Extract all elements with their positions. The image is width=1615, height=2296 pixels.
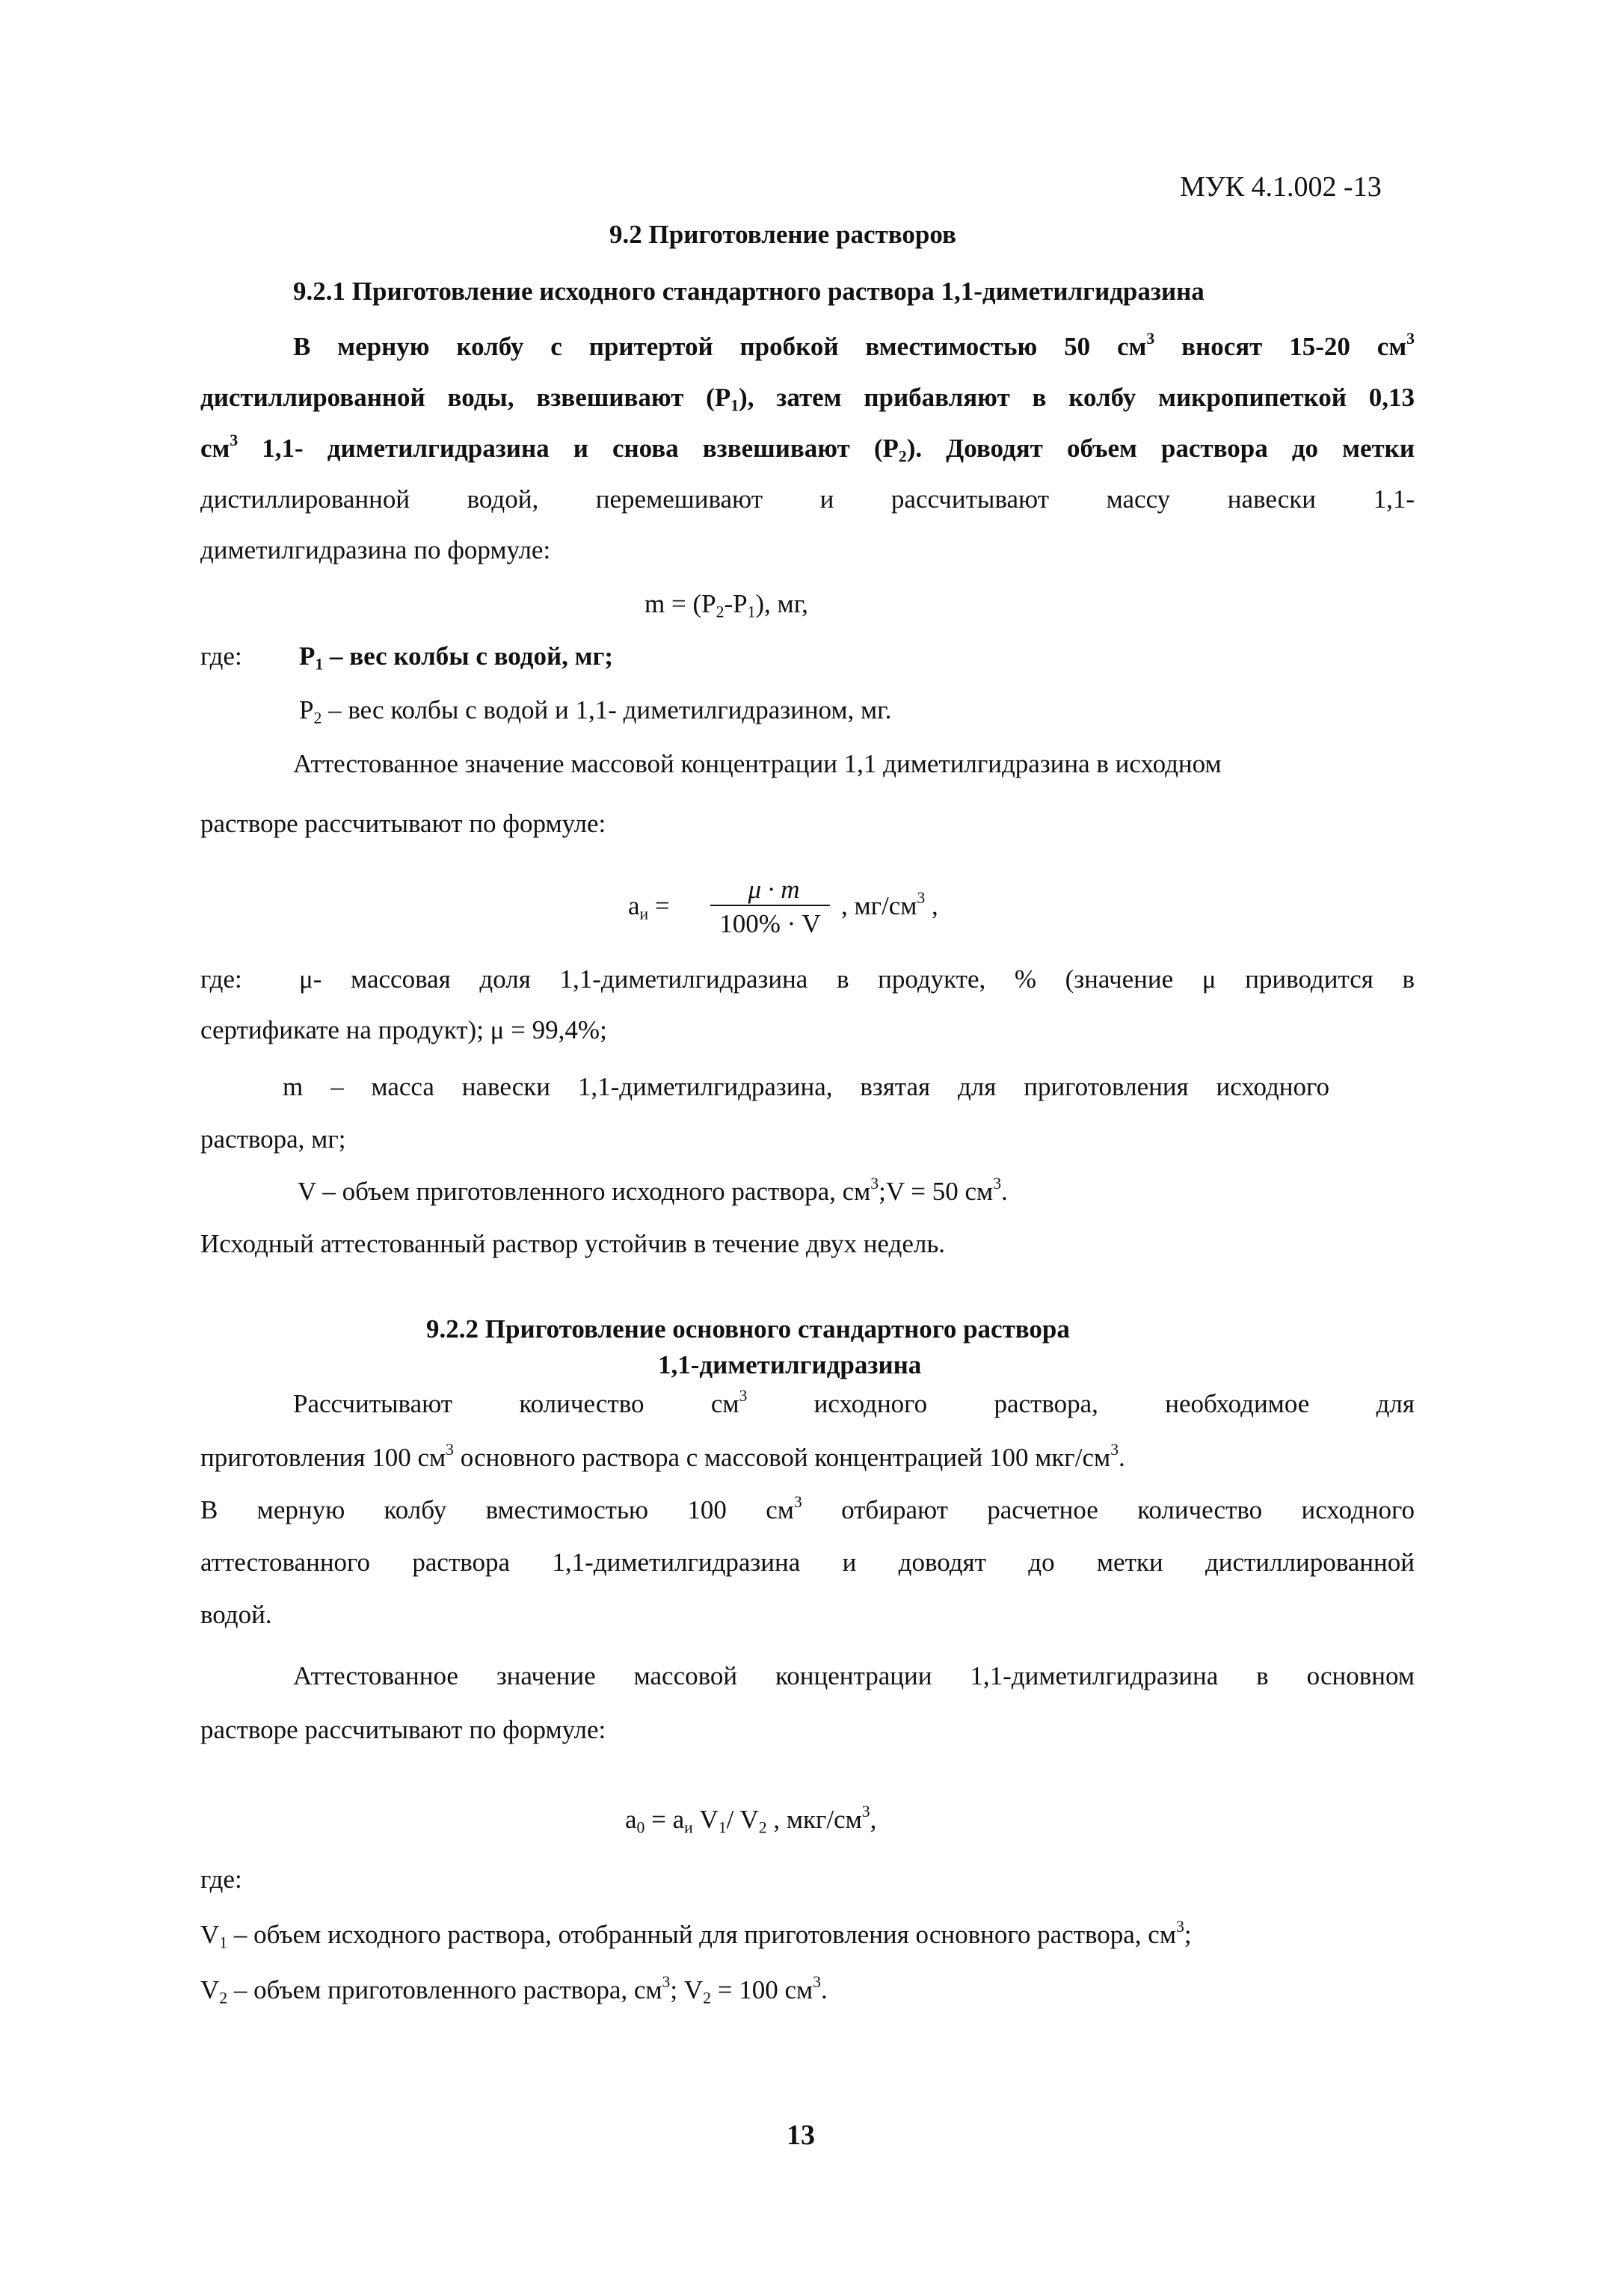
paragraph-line: дистиллированной воды, взвешивают $(P_1)$, затем прибавляют в колбу микропипеткой 0,13 — [200, 383, 1415, 415]
stability-note: Исходный аттестованный раствор устойчив в течение двух недель. — [200, 1229, 946, 1258]
paragraph-line: В мерную колбу с притертой пробкой вместимостью 50 $см^3$ вносят 15-20 $см^3$ — [293, 329, 1415, 361]
where-label: где: — [200, 964, 242, 994]
definition-p2: $P_2$ – вес колбы с водой и 1,1- диметилгидразином, мг. — [299, 695, 892, 727]
page-number: 13 — [787, 2120, 815, 2151]
fraction-bar — [710, 905, 830, 906]
section-title-9-2-2-cont: 1,1-диметилгидразина — [658, 1350, 922, 1379]
definition-v2: $V_2$ – объем приготовленного раствора, $см^3$; $V_2 = 100$ $см^3$. — [200, 1972, 828, 2007]
paragraph-line: $см^3$ 1,1- диметилгидразина и снова взвешивают $(P_2)$. Доводят объем раствора до метки — [200, 431, 1415, 466]
paragraph-line: водой. — [200, 1600, 272, 1629]
section-title-9-2: 9.2 Приготовление растворов — [609, 220, 956, 249]
paragraph-line: диметилгидразина по формуле: — [200, 535, 551, 564]
paragraph-line: растворе рассчитывают по формуле: — [200, 1715, 606, 1744]
definition-v: V – объем приготовленного исходного раствора, $см^3;V = 50$ $см^3$. — [298, 1174, 1008, 1206]
definition-v1: $V_1$ – объем исходного раствора, отобранный для приготовления основного раствора, $см^3$; — [200, 1917, 1192, 1952]
definition-m: m – масса навески 1,1-диметилгидразина, взятая для приготовления исходного — [283, 1072, 1329, 1101]
formula-mass: $m = (P_2-P_1)$, мг, — [645, 589, 808, 621]
paragraph-line: растворе рассчитывают по формуле: — [200, 809, 606, 838]
definition-m-cont: раствора, мг; — [200, 1124, 346, 1154]
where-label: где: — [200, 641, 242, 671]
section-title-9-2-1: 9.2.1 Приготовление исходного стандартного раствора 1,1-диметилгидразина — [293, 277, 1205, 306]
definition-p1: $P_1$ – вес колбы с водой, мг; — [299, 641, 614, 674]
where-label: где: — [200, 1865, 242, 1894]
document-page: МУК 4.1.002 -13 9.2 Приготовление растворов 9.2.1 Приготовление исходного стандартного раствора 1,1-диметилгидразина В мерную колбу с притертой пробкой вместимостью 50 $см^3$ вносят 15-20 $см^3$ дистиллированной воды, взвешивают $(P_1)$, затем прибавляют в колбу микропипеткой 0,13 $см^3$ 1,1- диметилгидразина и снова взвешивают $(P_2)$. Доводят объем раствора до метки дистиллированной водой, перемешивают и рассчитывают массу навески 1,1- диметилгидразина по формуле: $m = (P_2-P_1)$, мг, где: $P_1$ – вес колбы с водой, мг; $P_2$ – вес колбы с водой и 1,1- диметилгидразином, мг. Аттестованное значение массовой концентрации 1,1 диметилгидразина в исходном растворе рассчитывают по формуле: $a_и$ = μ · m 100% · V , $мг/см^3$ , где: μ- массовая доля 1,1-диметилгидразина в продукте, % (значение μ приводится в сертификате на продукт); μ = 99,4%; m – масса навески 1,1-диметилгидразина, взятая для приготовления исходного раствора, мг; V – объем приготовленного исходного раствора, $см^3;V = 50$ $см^3$. Исходный аттестованный раствор устойчив в течение двух недель. 9.2.2 Приготовление основного стандартного раствора 1,1-диметилгидразина Рассчитывают количество $см^3$ исходного раствора, необходимое для приготовления 100 $см^3$ основного раствора с массовой концентрацией 100 мкг/$см^3$. В мерную колбу вместимостью 100 $см^3$ отбирают расчетное количество исходного аттестованного раствора 1,1-диметилгидразина и доводят до метки дистиллированной водой. Аттестованное значение массовой концентрации 1,1-диметилгидразина в основном растворе рассчитывают по формуле: $a_0 = a_и$ $V_1/$ $V_2$ , мкг/$см^3$, где: $V_1$ – объем исходного раствора, отобранный для приготовления основного раствора, $см^3$; $V_2$ – объем приготовленного раствора, $см^3$; $V_2 = 100$ $см^3$. 13 — [200, 171, 1415, 2151]
paragraph-line: приготовления 100 $см^3$ основного раствора с массовой концентрацией 100 мкг/$см^3$. — [200, 1440, 1125, 1472]
paragraph-line: аттестованного раствора 1,1-диметилгидразина и доводят до метки дистиллированной — [200, 1548, 1415, 1577]
paragraph-line: дистиллированной водой, перемешивают и рассчитывают массу навески 1,1- — [200, 484, 1415, 514]
definition-mu-cont: сертификате на продукт); μ = 99,4%; — [200, 1015, 607, 1044]
formula-base-concentration: $a_0 = a_и$ $V_1/$ $V_2$ , мкг/$см^3$, — [625, 1802, 877, 1837]
paragraph-line: В мерную колбу вместимостью 100 $см^3$ отбирают расчетное количество исходного — [200, 1492, 1415, 1524]
paragraph-line: Аттестованное значение массовой концентрации 1,1 диметилгидразина в исходном — [293, 749, 1222, 778]
paragraph-line: Аттестованное значение массовой концентрации 1,1-диметилгидразина в основном — [293, 1661, 1415, 1690]
section-title-9-2-2: 9.2.2 Приготовление основного стандартного раствора — [426, 1314, 1070, 1344]
doc-code: МУК 4.1.002 -13 — [1180, 171, 1382, 203]
definition-mu: μ- массовая доля 1,1-диметилгидразина в продукте, % (значение μ приводится в — [299, 964, 1415, 994]
paragraph-line: Рассчитывают количество $см^3$ исходного раствора, необходимое для — [293, 1386, 1415, 1418]
